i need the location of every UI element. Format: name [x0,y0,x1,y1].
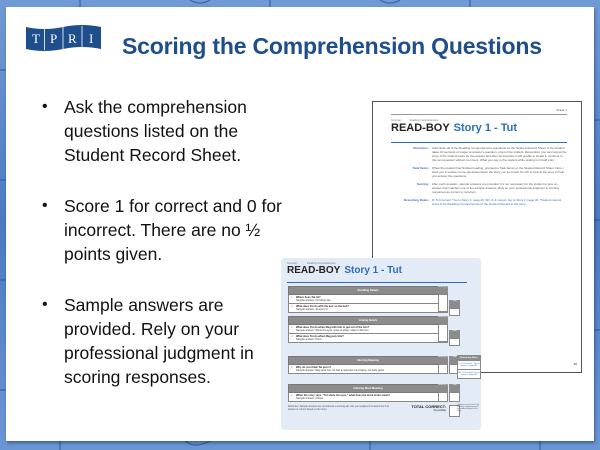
score-box [438,364,448,374]
bullet-item: • Score 1 for correct and 0 for incorrect. There are no ½ points given. [36,194,296,266]
section-inferring-word-meaning [288,384,448,402]
row-label: Directions: [413,146,429,150]
question-row: 1. Where does Tut sit? Sample answer: On Meg's lap. [288,295,448,304]
score-header: Score (0,1) [438,356,448,364]
question-row: 2. What does Tut do with the box on the bed? Sample answer: Jumps in it. [288,304,448,313]
svg-text:I: I [89,31,94,46]
bullet-list [36,95,296,416]
inventory-name: READ-BOY [391,122,450,134]
score-header: Score (0,1) [438,316,448,324]
total-header: Total [449,384,460,392]
section-inferring-meaning [288,356,448,374]
row-text: D: 5–6 correct.* Go to Story 2, page 46. SD: 0–4 correct. Go to Story 2, page 46. *Student cannot score D for Reading Comprehension if the student listened to the story. [432,198,562,206]
total-header: Total [449,330,460,338]
branching-sd: SD: 0–4 correct. Go to Story 2, page 46. [458,369,480,378]
story-title: Story 1 - Tut [453,122,518,134]
inventory-label: Inventory [287,262,298,265]
svg-text:P: P [50,31,58,46]
branching-note: *Student cannot score D for Reading Comprehension if the student listened to the story. [457,404,480,412]
question-row: 4. What does Tut do when Meg pets him? Sample answer: Purrs. [288,334,448,343]
page-number: 45 [573,362,577,366]
row-label: Scoring: [416,182,429,186]
section-heading: Recalling Details [288,286,448,295]
question-row: 6. When the story says, "Tut shuts his eyes," what does the word shuts mean? Sample answer: Closes. [288,393,448,402]
total-box [449,308,460,316]
grade-label: Grade 1 [556,108,567,112]
slide-title: Scoring the Comprehension Questions [122,33,542,59]
score-box [438,294,448,312]
story-title: Story 1 - Tut [344,265,402,276]
row-text: After each question, sample answers are provided. It's not necessary for the student to give an answer that matches one of the sample answers. Rely on your professional judgment in scoring responses as correct or incorrect. [432,182,559,194]
section-recalling-details [288,286,448,313]
bullet-item: • Ask the comprehension questions listed on the Student Record Sheet. [36,95,296,167]
bullet-item: • Sample answers are provided. Rely on your professional judgment in scoring responses. [36,293,296,389]
total-header: Total [449,356,460,364]
score-box [438,392,448,402]
section-heading: Inferring Meaning [288,356,448,365]
student-record-sheet [281,258,481,430]
row-text: Administer all of the Reading Comprehension questions on the Student Record Sheet. If the student takes 10 seconds or longer to answer a question, prompt the student. Remember, you can look at the story. If the student looks for the answer and after 10 seconds is still unable to locate it, continue to the next question without comment. What you say to the student while testing is in bold print. [432,146,567,162]
tpri-logo [26,25,101,51]
inventory-label: Inventory [391,119,402,122]
total-box [449,392,460,402]
branching-d: D: 5–6 correct.* Go to Story 2, page 46. [458,360,480,369]
section-linking-details [288,316,448,343]
score-header: Score (0,1) [438,286,448,294]
total-box [449,338,460,346]
instructions [391,146,567,210]
section-heading: Inferring Word Meaning [288,384,448,393]
total-header: Total [449,300,460,308]
row-label: Task Items: [412,166,429,170]
section-heading: Linking Details [288,316,448,325]
score-box [438,324,448,342]
branching-heading: Branching Rules [458,356,480,360]
doc-heading [391,119,517,134]
total-correct-label: TOTAL CORRECT: (6 possible) [411,404,446,412]
divider [287,282,467,283]
question-row: 3. What does Tut do when Meg tells him to get out of the box? Sample answer: Shuts his eyes; goes to sleep; stays in the box. [288,325,448,334]
score-header: Score (0,1) [438,384,448,392]
row-label: Branching Rules: [404,198,429,202]
reminder-text: Reminder: Sample answers are provided as a scoring aid. Use your judgment to determine if an answer is correct based on the story. [288,405,390,411]
branching-rules [457,355,481,379]
svg-text:R: R [68,31,77,46]
divider [391,114,567,115]
inventory-name: READ-BOY [287,265,341,276]
question-row: 5. Why do you think Tut purrs? Sample answer: Meg pets him; he has a new bed; he's happy; he feels good. [288,365,448,374]
svg-text:T: T [32,31,40,46]
divider [391,142,567,143]
section-label: Reading Comprehension [409,119,439,122]
section-label: Reading Comprehension [307,262,336,265]
row-text: When the student has finished reading, proceed to Task Items on the Student Record Sheet. Now, I want you to answer some questions about the story you just read. It's OK to look at the story to help you answer the questions. [432,166,565,178]
doc-heading [287,262,402,276]
